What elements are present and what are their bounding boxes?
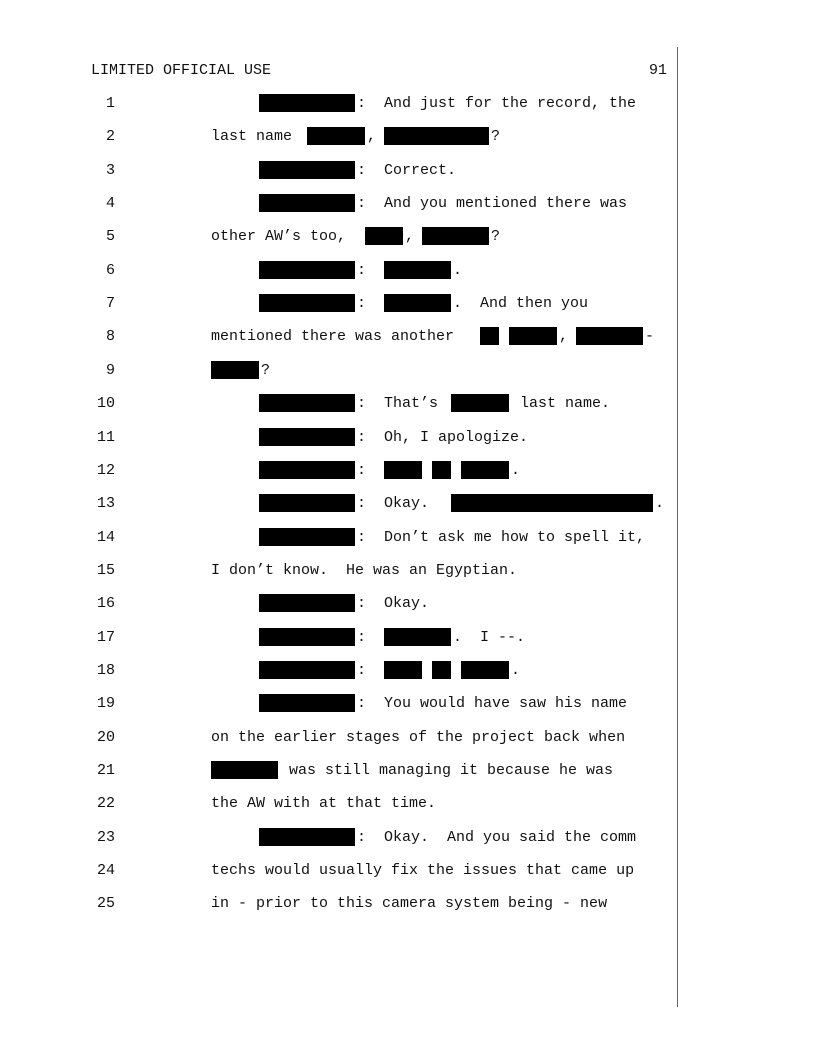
redaction-block	[259, 494, 355, 512]
redaction-block	[451, 394, 509, 412]
redaction-block	[259, 94, 355, 112]
transcript-text: .	[511, 462, 521, 479]
redaction-block	[259, 428, 355, 446]
line-number: 8	[105, 328, 115, 345]
line-number: 4	[105, 195, 115, 212]
transcript-text: ,	[559, 328, 569, 345]
redaction-block	[259, 694, 355, 712]
line-number: 17	[96, 629, 115, 646]
transcript-text: last name	[211, 128, 293, 145]
redaction-block	[365, 227, 403, 245]
redaction-block	[259, 828, 355, 846]
transcript-text: the AW with at that time.	[211, 795, 437, 812]
transcript-text: ,	[367, 128, 377, 145]
line-number: 23	[96, 829, 115, 846]
redaction-block	[384, 261, 451, 279]
line-number: 24	[96, 862, 115, 879]
redaction-block	[432, 461, 451, 479]
transcript-text: ?	[491, 228, 501, 245]
line-number: 18	[96, 662, 115, 679]
transcript-text: : And you mentioned there was	[357, 195, 628, 212]
redaction-block	[384, 127, 489, 145]
line-number: 1	[105, 95, 115, 112]
redaction-block	[259, 594, 355, 612]
transcript-text: : And just for the record, the	[357, 95, 637, 112]
transcript-text: .	[453, 262, 463, 279]
transcript-text: I don’t know. He was an Egyptian.	[211, 562, 518, 579]
redaction-block	[384, 628, 451, 646]
redaction-block	[259, 461, 355, 479]
redaction-block	[259, 294, 355, 312]
line-number: 6	[105, 262, 115, 279]
redaction-block	[259, 528, 355, 546]
page-number: 91	[649, 62, 668, 79]
transcript-text: .	[655, 495, 665, 512]
page-header-classification: LIMITED OFFICIAL USE	[91, 62, 272, 79]
redaction-block	[259, 161, 355, 179]
line-number: 11	[96, 429, 115, 446]
transcript-text: : You would have saw his name	[357, 695, 628, 712]
transcript-text: : Oh, I apologize.	[357, 429, 529, 446]
transcript-text: :	[357, 629, 367, 646]
transcript-text: .	[511, 662, 521, 679]
transcript-text: : Don’t ask me how to spell it,	[357, 529, 646, 546]
line-number: 25	[96, 895, 115, 912]
transcript-text: ?	[491, 128, 501, 145]
line-number: 9	[105, 362, 115, 379]
transcript-text: mentioned there was another	[211, 328, 455, 345]
redaction-block	[259, 628, 355, 646]
transcript-text: : Correct.	[357, 162, 457, 179]
redaction-block	[384, 661, 422, 679]
redaction-block	[384, 294, 451, 312]
transcript-text: on the earlier stages of the project back when	[211, 729, 626, 746]
line-number: 19	[96, 695, 115, 712]
redaction-block	[480, 327, 499, 345]
redaction-block	[211, 761, 278, 779]
transcript-text: in - prior to this camera system being - new	[211, 895, 608, 912]
transcript-text: was still managing it because he was	[280, 762, 614, 779]
transcript-text: ?	[261, 362, 271, 379]
line-number: 21	[96, 762, 115, 779]
redaction-block	[259, 261, 355, 279]
line-number: 13	[96, 495, 115, 512]
right-margin-rule	[677, 47, 678, 1007]
transcript-text: other AW’s too,	[211, 228, 347, 245]
line-number: 22	[96, 795, 115, 812]
transcript-text: : Okay.	[357, 595, 430, 612]
redaction-block	[576, 327, 643, 345]
transcript-text: -	[645, 328, 655, 345]
transcript-text: . And then you	[453, 295, 589, 312]
redaction-block	[432, 661, 451, 679]
line-number: 12	[96, 462, 115, 479]
transcript-text: ,	[405, 228, 415, 245]
transcript-text: . I --.	[453, 629, 526, 646]
transcript-text: :	[357, 662, 367, 679]
redaction-block	[259, 394, 355, 412]
transcript-text: :	[357, 295, 367, 312]
redaction-block	[509, 327, 557, 345]
transcript-text: : Okay. And you said the comm	[357, 829, 637, 846]
line-number: 16	[96, 595, 115, 612]
redaction-block	[259, 661, 355, 679]
transcript-text: :	[357, 262, 367, 279]
line-number: 3	[105, 162, 115, 179]
redaction-block	[451, 494, 653, 512]
redaction-block	[211, 361, 259, 379]
line-number: 10	[96, 395, 115, 412]
line-number: 20	[96, 729, 115, 746]
redaction-block	[461, 461, 509, 479]
line-number: 15	[96, 562, 115, 579]
transcript-text: techs would usually fix the issues that came up	[211, 862, 635, 879]
line-number: 2	[105, 128, 115, 145]
redaction-block	[384, 461, 422, 479]
redaction-block	[259, 194, 355, 212]
line-number: 7	[105, 295, 115, 312]
transcript-text: : Okay.	[357, 495, 430, 512]
redaction-block	[461, 661, 509, 679]
line-number: 14	[96, 529, 115, 546]
transcript-text: last name.	[511, 395, 611, 412]
redaction-block	[422, 227, 489, 245]
line-number: 5	[105, 228, 115, 245]
redaction-block	[307, 127, 365, 145]
transcript-text: : That’s	[357, 395, 439, 412]
transcript-text: :	[357, 462, 367, 479]
